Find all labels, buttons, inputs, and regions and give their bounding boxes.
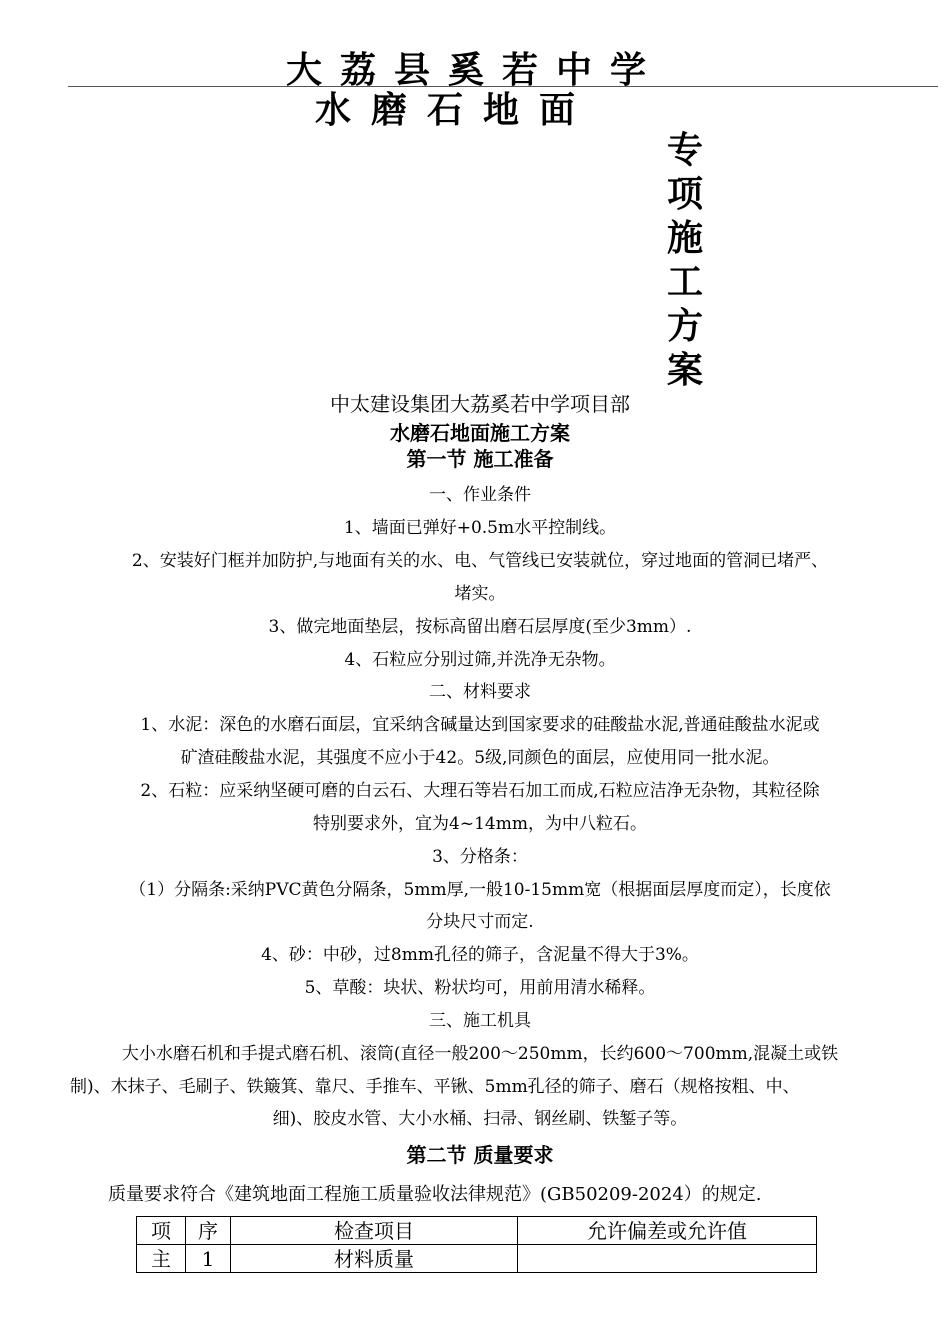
condition-4: 4、石粒应分别过筛,并洗净无杂物。 — [344, 650, 616, 670]
tools-line-2: 制)、木抹子、毛刷子、铁簸箕、靠尺、手推车、平锹、5mm孔径的筛子、磨石（规格按粗、中、 — [70, 1077, 800, 1097]
material-2-cont: 特别要求外，宜为4~14mm，为中八粒石。 — [313, 814, 647, 834]
quality-intro: 质量要求符合《建筑地面工程施工质量验收法律规范》(GB50209-2024）的规定. — [108, 1184, 762, 1205]
table-header-row — [137, 1217, 817, 1245]
section-1-title: 第一节 施工准备 — [406, 447, 554, 471]
table-cell: 主 — [137, 1245, 186, 1273]
material-3: 3、分格条： — [432, 847, 528, 867]
cover-title-line2: 水磨石地面 — [314, 89, 595, 131]
heading-materials: 二、材料要求 — [429, 682, 531, 702]
section-2-title: 第二节 质量要求 — [406, 1143, 554, 1167]
table-cell: 1 — [186, 1245, 231, 1273]
material-1-cont: 矿渣硅酸盐水泥，其强度不应小于42。5级,同颜色的面层，应使用同一批水泥。 — [180, 748, 780, 768]
condition-1: 1、墙面已弹好+0.5m水平控制线。 — [343, 518, 617, 538]
material-1: 1、水泥：深色的水磨石面层，宜采纳含碱量达到国家要求的硅酸盐水泥,普通硅酸盐水泥或 — [140, 715, 820, 735]
condition-3: 3、做完地面垫层，按标高留出磨石层厚度(至少3mm）. — [268, 617, 692, 637]
material-3-1-cont: 分块尺寸而定. — [426, 912, 534, 932]
table-header-cell: 检查项目 — [231, 1217, 518, 1245]
table-header-cell: 项 — [137, 1217, 186, 1245]
heading-tools: 三、施工机具 — [429, 1011, 531, 1031]
condition-2: 2、安装好门框并加防护,与地面有关的水、电、气管线已安装就位，穿过地面的管洞已堵严、 — [131, 551, 829, 571]
table-header-cell: 序 — [186, 1217, 231, 1245]
material-2: 2、石粒：应采纳坚硬可磨的白云石、大理石等岩石加工而成,石粒应洁净无杂物，其粒径除 — [140, 781, 820, 801]
material-4: 4、砂：中砂，过8mm孔径的筛子，含泥量不得大于3%。 — [261, 945, 699, 965]
cover-title-vertical: 专项施工方案 — [666, 129, 703, 391]
tools-line-1: 大小水磨石机和手提式磨石机、滚筒(直径一般200～250mm，长约600～700mm,混凝土或铁 — [121, 1044, 839, 1064]
doc-title: 水磨石地面施工方案 — [390, 421, 570, 445]
condition-2-cont: 堵实。 — [454, 584, 506, 604]
quality-table — [136, 1216, 817, 1273]
table-row — [137, 1245, 817, 1273]
material-5: 5、草酸：块状、粉状均可，用前用清水稀释。 — [304, 978, 656, 998]
cover-title-line1: 大荔县奚若中学 — [285, 49, 664, 91]
header-rule — [68, 86, 938, 87]
tools-line-3: 细)、胶皮水管、大小水桶、扫帚、钢丝刷、铁錾子等。 — [272, 1109, 688, 1129]
heading-work-conditions: 一、作业条件 — [429, 485, 531, 505]
table-cell: 材料质量 — [231, 1245, 518, 1273]
table-cell — [518, 1245, 817, 1273]
material-3-1: （1）分隔条:采纳PVC黄色分隔条，5mm厚,一般10-15mm宽（根据面层厚度而定），长度依 — [129, 880, 831, 900]
org-name: 中太建设集团大荔奚若中学项目部 — [330, 392, 630, 416]
table-header-cell: 允许偏差或允许值 — [518, 1217, 817, 1245]
